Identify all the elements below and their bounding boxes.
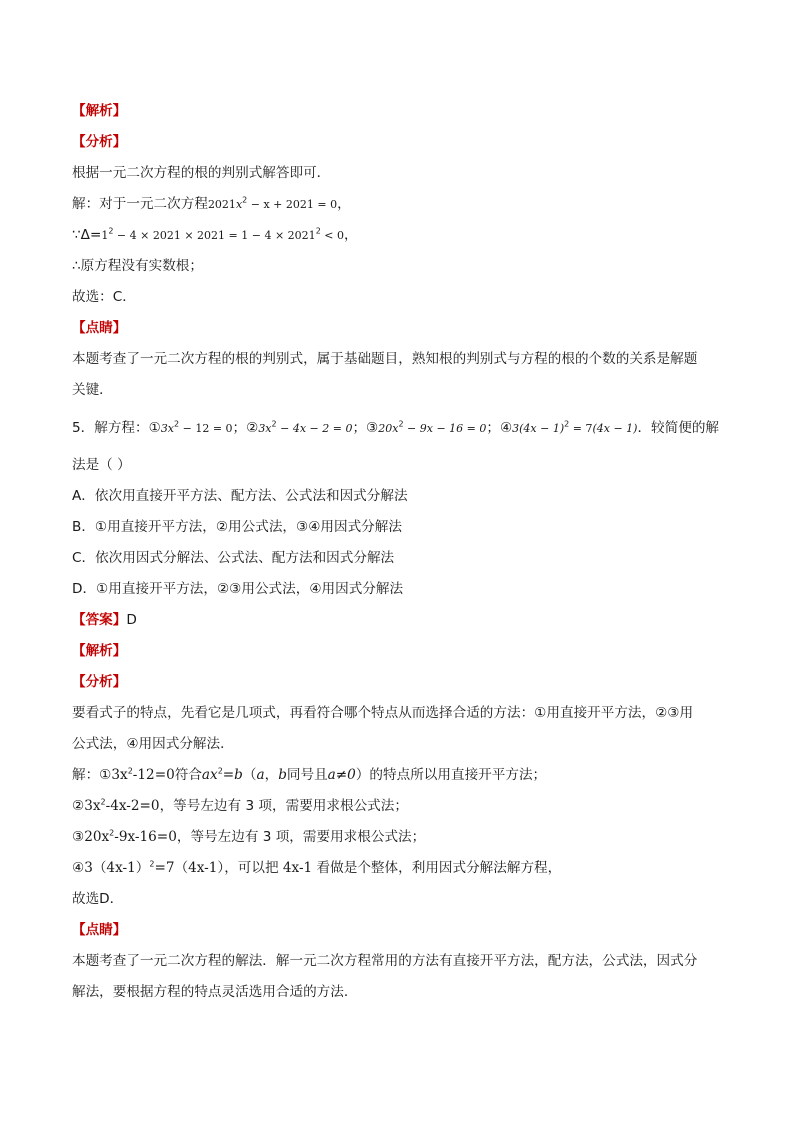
section-tag-dianjing-2: 【点睛】 [72, 922, 127, 938]
conclusion-text: ∴原方程没有实数根； [72, 258, 203, 274]
var-b: b [278, 767, 287, 783]
option-c: C．依次用因式分解法、公式法、配方法和因式分解法 [72, 550, 395, 566]
step1-form-a: ax [201, 767, 218, 783]
analysis-line-1: 要看式子的特点，先看它是几项式，再看符合哪个特点从而选择合适的方法：①用直接开平方法，②③用 [72, 705, 694, 721]
delta-expr-c: < 0 [320, 229, 344, 242]
section-tag-dianjing: 【点睛】 [72, 320, 127, 336]
section-tag-fenxi: 【分析】 [72, 134, 127, 150]
option-b: B．①用直接开平方法，②用公式法，③④用因式分解法 [72, 519, 402, 535]
eq2-part-a: 3x [258, 422, 272, 435]
delta-prefix: ∵Δ= [72, 227, 102, 243]
eq3-part-a: 20x [378, 422, 399, 435]
circled-1: ① [148, 420, 161, 436]
exponent: 2 [564, 419, 570, 429]
equation-rest: − x + 2021 = 0 [247, 198, 338, 211]
step1-eq-b: -12=0 [132, 767, 175, 783]
question-tail: ．较简便的解 [637, 420, 720, 436]
step3-end: ，等号左边有 3 项，需要用求根公式法； [176, 829, 426, 845]
exponent: 2 [149, 859, 155, 869]
step1-mid: 符合 [174, 767, 202, 783]
step3-eq-b: -9x-16=0 [114, 829, 177, 845]
section-tag-fenxi-2: 【分析】 [72, 674, 127, 690]
analysis-text: 根据一元二次方程的根的判别式解答即可． [72, 165, 331, 181]
separator: ； [486, 420, 500, 436]
delta-expr-a: 1 [101, 229, 109, 242]
question-5-line-2: 法是（ ） [72, 457, 131, 473]
step1-neq: a≠0 [327, 767, 356, 783]
answer-value: D [126, 612, 137, 628]
eq1-part-a: 3x [160, 422, 175, 435]
eq3-part-b: − 9x − 16 = 0 [403, 422, 487, 435]
option-a: A．依次用直接开平方法、配方法、公式法和因式分解法 [72, 488, 408, 504]
comment-2-line-2: 解法，要根据方程的特点灵活选用合适的方法． [72, 984, 358, 1000]
solution-suffix: ， [337, 196, 351, 212]
eq4-part-b: = 7 [569, 422, 593, 435]
circled-2: ② [72, 798, 85, 814]
question-5-line-1 [72, 418, 732, 439]
choice-text: 故选：C． [72, 289, 136, 305]
answer-tag: 【答案】 [72, 612, 127, 628]
eq4-part-a: 3(4x − 1) [512, 422, 565, 435]
var-a: a [256, 767, 265, 783]
exponent: 2 [127, 766, 133, 776]
section-tag-jiexi-2: 【解析】 [72, 643, 127, 659]
choice-text-2: 故选D． [72, 891, 124, 907]
delta-expr-b: − 4 × 2021 × 2021 = 1 − 4 × 2021 [113, 229, 316, 242]
circled-3: ③ [72, 829, 85, 845]
circled-2: ② [246, 420, 259, 436]
eq4-part-c: (4x − 1) [592, 422, 638, 435]
step2-end: ，等号左边有 3 项，需要用求根公式法； [159, 798, 408, 814]
separator: ； [232, 420, 247, 436]
solution-step-2 [72, 796, 732, 816]
comment-line-1: 本题考查了一元二次方程的根的判别式，属于基础题目，熟知根的判别式与方程的根的个数的关系是解题 [72, 351, 698, 367]
question-number: 5．解方程： [72, 420, 149, 436]
step3-eq-a: 20x [84, 829, 110, 845]
section-tag-jiexi: 【解析】 [72, 103, 127, 119]
separator: ； [352, 420, 367, 436]
circled-4: ④ [499, 420, 513, 436]
step1-eq-a: 3x [111, 767, 128, 783]
solution-step-4 [72, 858, 732, 878]
delta-suffix: ， [344, 227, 358, 243]
eq1-part-b: − 12 = 0 [179, 422, 233, 435]
step2-eq-b: -4x-2=0 [105, 798, 160, 814]
exponent: 2 [108, 226, 114, 236]
step1-prefix: 解：① [72, 767, 112, 783]
solution-line [72, 194, 732, 215]
solution-step-3 [72, 827, 732, 847]
solution-step-1 [72, 765, 732, 785]
solution-prefix: 解：对于一元二次方程 [72, 196, 208, 212]
comment-line-2: 关键． [72, 382, 113, 398]
comma: ， [264, 767, 279, 783]
circled-4: ④ [72, 860, 85, 876]
step2-eq-a: 3x [84, 798, 101, 814]
exponent: 2 [109, 828, 115, 838]
exponent: 2 [100, 797, 106, 807]
exponent: 2 [271, 419, 277, 429]
exponent: 2 [242, 195, 248, 205]
exponent: 2 [174, 419, 180, 429]
circled-3: ③ [366, 420, 379, 436]
eq2-part-b: − 4x − 2 = 0 [276, 422, 353, 435]
step1-end: ）的特点所以用直接开平方法； [355, 767, 547, 783]
exponent: 2 [315, 226, 321, 236]
option-d: D．①用直接开平方法，②③用公式法，④用因式分解法 [72, 581, 404, 597]
exponent: 2 [398, 419, 404, 429]
step4-eq-b: =7（4x-1） [154, 860, 225, 876]
step1-form-b: =b [222, 767, 243, 783]
step4-mid: ，可以把 [224, 860, 283, 876]
equation-coef: 2021 [207, 198, 236, 211]
step4-end: 看做是个整体，利用因式分解法解方程， [312, 860, 562, 876]
analysis-line-2: 公式法，④用因式分解法． [72, 736, 234, 752]
answer-line [72, 610, 732, 630]
equation-var: x [235, 198, 243, 211]
step4-term: 4x-1 [282, 860, 313, 876]
paren-open: （ [242, 767, 257, 783]
step4-eq-a: 3（4x-1） [84, 860, 150, 876]
discriminant-line [72, 225, 732, 246]
step1-cond-mid: 同号且 [286, 767, 328, 783]
comment-2-line-1: 本题考查了一元二次方程的解法．解一元二次方程常用的方法有直接开平方法，配方法，公式法，因式分 [72, 953, 698, 969]
exponent: 2 [217, 766, 223, 776]
